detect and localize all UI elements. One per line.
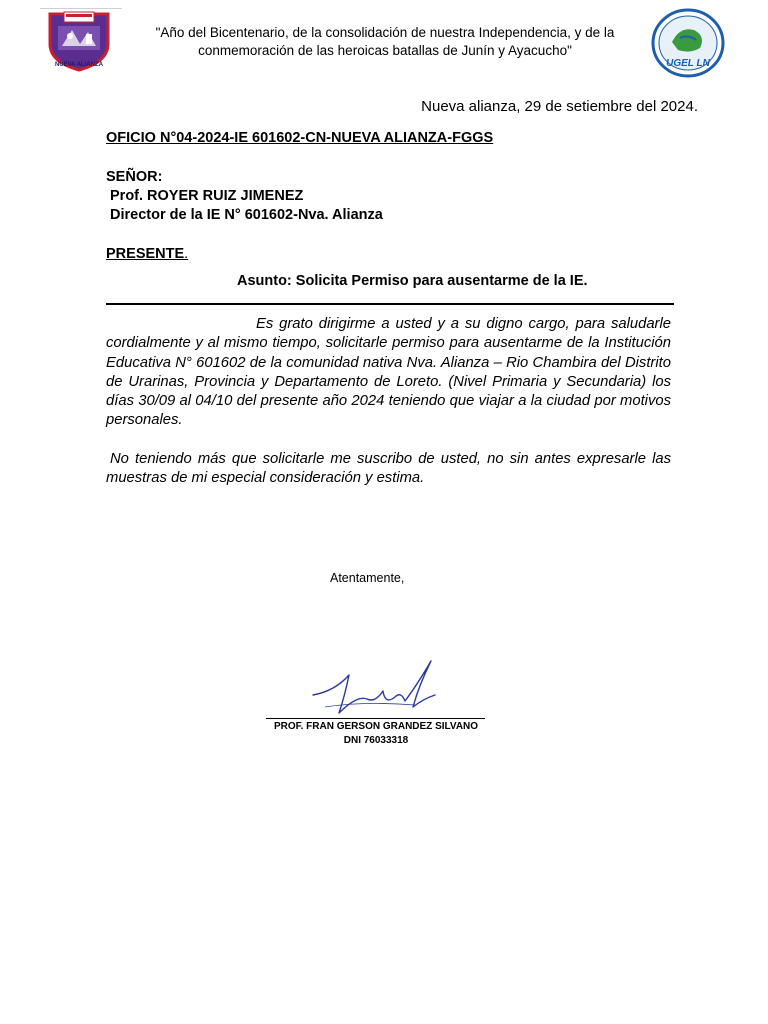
crest-lettering: NUEVA ALIANZA — [54, 62, 104, 68]
recipient-name: Prof. ROYER RUIZ JIMENEZ — [110, 188, 304, 204]
year-motto: "Año del Bicentenario, de la consolidación de nuestra Independencia, y de la conmemoración de las heroicas batallas de Junín y Ayacucho" — [155, 25, 615, 58]
presente-dot: . — [184, 246, 189, 262]
handwritten-signature — [305, 655, 445, 723]
header-divider — [40, 8, 122, 9]
body-paragraph-closing: No teniendo más que solicitarle me suscribo de usted, no sin antes expresarle las muestras de mi especial consideración y estima. — [106, 451, 671, 487]
closing-atentamente: Atentamente, — [330, 571, 405, 585]
body-paragraph-request: Es grato dirigirme a usted y a su digno cargo, para saludarle cordialmente y al mismo tiempo, solicitarle permiso para ausentarme de la Institución Educativa N° 601602 de la comunidad nativa Nva. Alianza – Rio Chambira del Distrito de Urarinas, Provincia y Departamento de Loreto. (Nivel Primaria y Secundaria) los días 30/09 al 04/10 del presente año 2024 teniendo que viajar a la ciudad por motivos personales. — [106, 316, 671, 429]
salutation-senor: SEÑOR: — [106, 169, 163, 185]
letter-date: Nueva alianza, 29 de setiembre del 2024. — [421, 98, 698, 115]
ugel-lettering: UGEL LN — [666, 58, 710, 69]
presente-heading — [106, 246, 188, 262]
subject-divider — [106, 303, 674, 305]
oficio-number: OFICIO N°04-2024-IE 601602-CN-NUEVA ALIANZA-FGGS — [106, 130, 494, 146]
subject-line: Asunto: Solicita Permiso para ausentarme de la IE. — [237, 273, 588, 289]
school-crest-logo — [46, 10, 112, 72]
signature-line — [266, 718, 485, 719]
ugel-logo — [650, 8, 726, 78]
presente-label: PRESENTE — [106, 246, 185, 262]
recipient-title: Director de la IE N° 601602-Nva. Alianza — [110, 207, 383, 223]
signer-dni: DNI 76033318 — [343, 735, 409, 746]
signer-name: PROF. FRAN GERSON GRANDEZ SILVANO — [273, 721, 479, 732]
